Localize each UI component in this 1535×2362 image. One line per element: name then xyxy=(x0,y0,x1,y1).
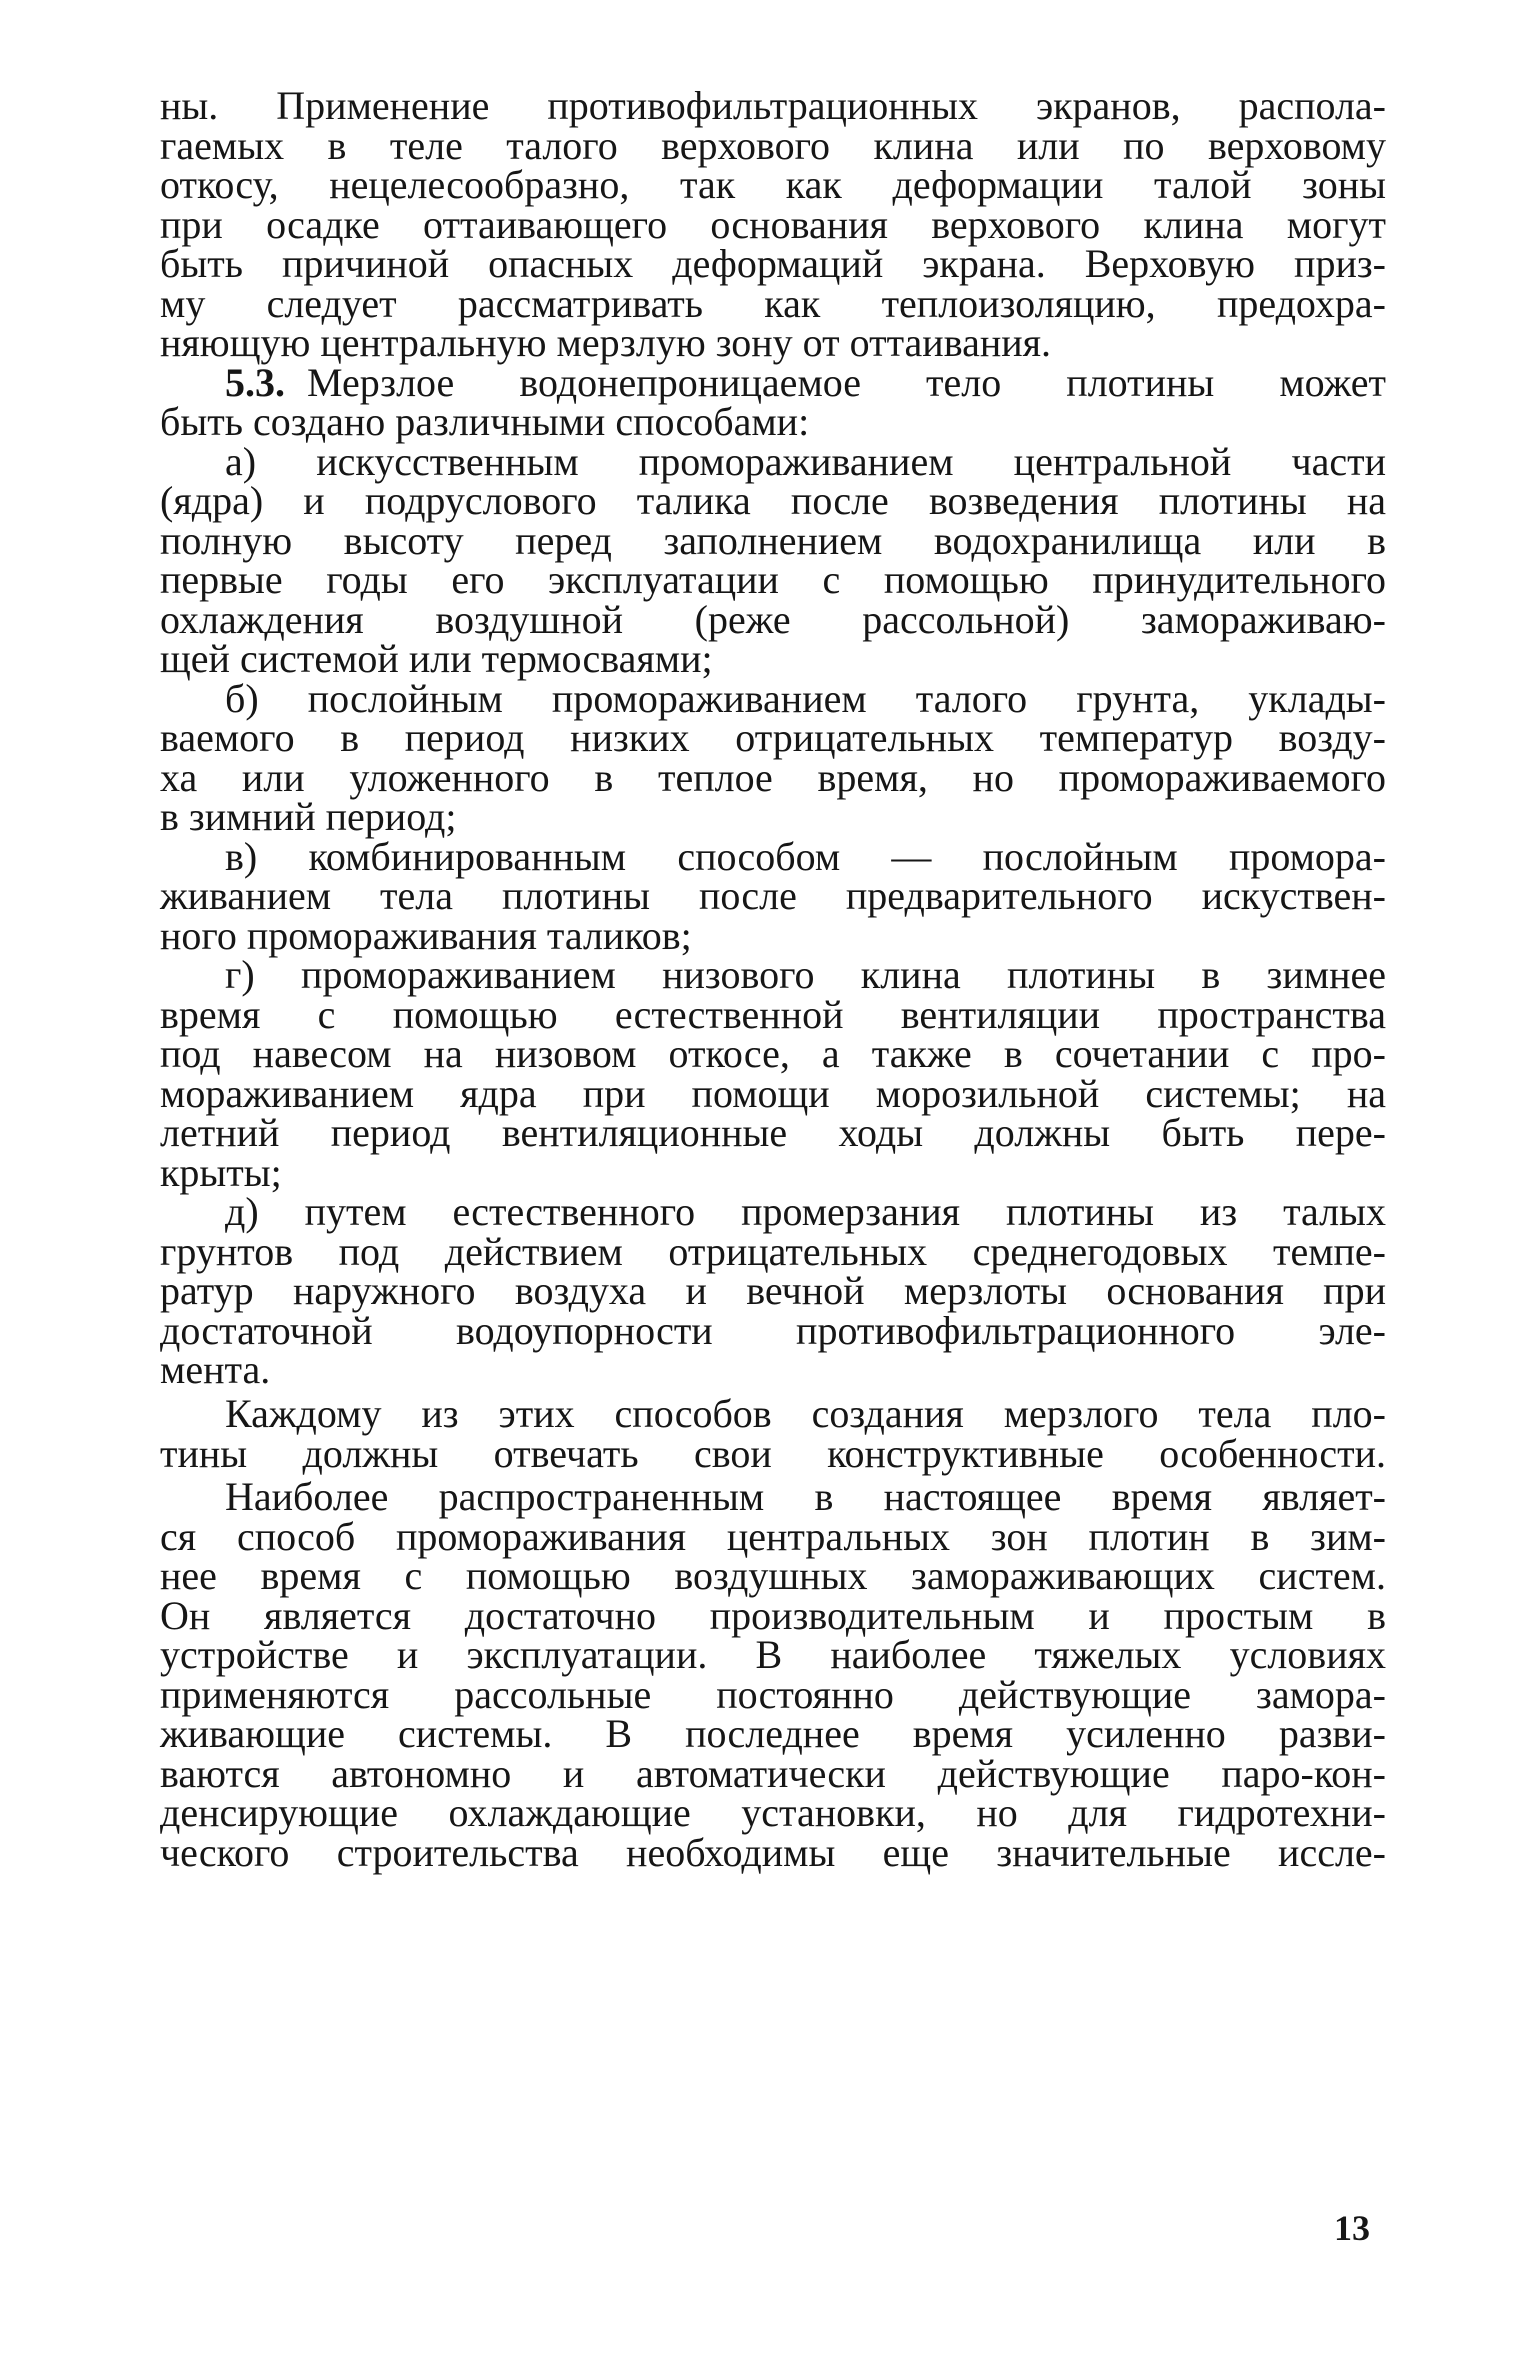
text-line: гаемых в теле талого верхового клина или по верховому xyxy=(160,123,1386,168)
text-line: ного промораживания таликов; xyxy=(160,913,692,958)
text-line: откосу, нецелесообразно, так как деформации талой зоны xyxy=(160,162,1386,207)
text-line: ха или уложенного в теплое время, но промораживаемого xyxy=(160,755,1386,800)
text-line: первые годы его эксплуатации с помощью принудительного xyxy=(160,557,1386,602)
text-line: при осадке оттаивающего основания верхового клина могут xyxy=(160,202,1386,247)
text-line: ваются автономно и автоматически действующие паро-кон- xyxy=(160,1751,1386,1796)
page-number: 13 xyxy=(1334,2208,1370,2248)
text-line: г) промораживанием низового клина плотины в зимнее xyxy=(225,952,1386,997)
text-line: ческого строительства необходимы еще значительные иссле- xyxy=(160,1830,1386,1875)
text-line: грунтов под действием отрицательных среднегодовых темпе- xyxy=(160,1229,1386,1274)
text-line: Мерзлое водонепроницаемое тело плотины может xyxy=(307,360,1386,405)
text-line: в) комбинированным способом — послойным проморa- xyxy=(225,834,1386,879)
text-line: под навесом на низовом откосе, а также в сочетании с про- xyxy=(160,1031,1386,1076)
text-line: применяются рассольные постоянно действующие замора- xyxy=(160,1672,1386,1717)
section-number: 5.3. xyxy=(225,360,285,405)
text-line: устройстве и эксплуатации. В наиболее тяжелых условиях xyxy=(160,1632,1386,1677)
text-line: быть создано различными способами: xyxy=(160,399,810,444)
text-line: крыты; xyxy=(160,1150,282,1195)
text-line: живающие системы. В последнее время усиленно разви- xyxy=(160,1711,1386,1756)
text-line: ратур наружного воздуха и вечной мерзлоты основания при xyxy=(160,1268,1386,1313)
text-line: ваемого в период низких отрицательных температур возду- xyxy=(160,715,1386,760)
text-line: быть причиной опасных деформаций экрана. Верховую приз- xyxy=(160,241,1386,286)
text-line: ны. Применение противофильтрационных экранов, распола- xyxy=(160,83,1386,128)
text-line: Каждому из этих способов создания мерзлого тела пло- xyxy=(225,1391,1386,1436)
text-line: мораживанием ядра при помощи морозильной системы; на xyxy=(160,1071,1386,1116)
text-line: ся способ промораживания центральных зон плотин в зим- xyxy=(160,1514,1386,1559)
text-line: нее время с помощью воздушных замораживающих систем. xyxy=(160,1553,1386,1598)
text-line: живанием тела плотины после предварительного искуствен- xyxy=(160,873,1386,918)
text-line: охлаждения воздушной (реже рассольной) замораживаю- xyxy=(160,597,1386,642)
text-line: время с помощью естественной вентиляции пространства xyxy=(160,992,1386,1037)
text-line: в зимний период; xyxy=(160,794,457,839)
text-line: няющую центральную мерзлую зону от оттаивания. xyxy=(160,320,1052,365)
text-line: Он является достаточно производительным и простым в xyxy=(160,1593,1386,1638)
text-line: му следует рассматривать как теплоизоляцию, предохра- xyxy=(160,281,1386,326)
text-line: д) путем естественного промерзания плотины из талых xyxy=(225,1189,1386,1234)
text-line: б) послойным промораживанием талого грунта, уклады- xyxy=(225,676,1386,721)
text-line: Наиболее распространенным в настоящее время являет- xyxy=(225,1474,1386,1519)
text-line: тины должны отвечать свои конструктивные особенности. xyxy=(160,1431,1386,1476)
text-line: полную высоту перед заполнением водохранилища или в xyxy=(160,518,1386,563)
text-line: щей системой или термосваями; xyxy=(160,636,713,681)
text-line: а) искусственным промораживанием центральной части xyxy=(225,439,1386,484)
text-line: денсирующие охлаждающие установки, но для гидротехни- xyxy=(160,1790,1386,1835)
text-line: (ядра) и подруслового талика после возведения плотины на xyxy=(160,478,1386,523)
text-line: летний период вентиляционные ходы должны быть пере- xyxy=(160,1110,1386,1155)
text-line: мента. xyxy=(160,1347,271,1392)
text-line: достаточной водоупорности противофильтрационного эле- xyxy=(160,1308,1386,1353)
